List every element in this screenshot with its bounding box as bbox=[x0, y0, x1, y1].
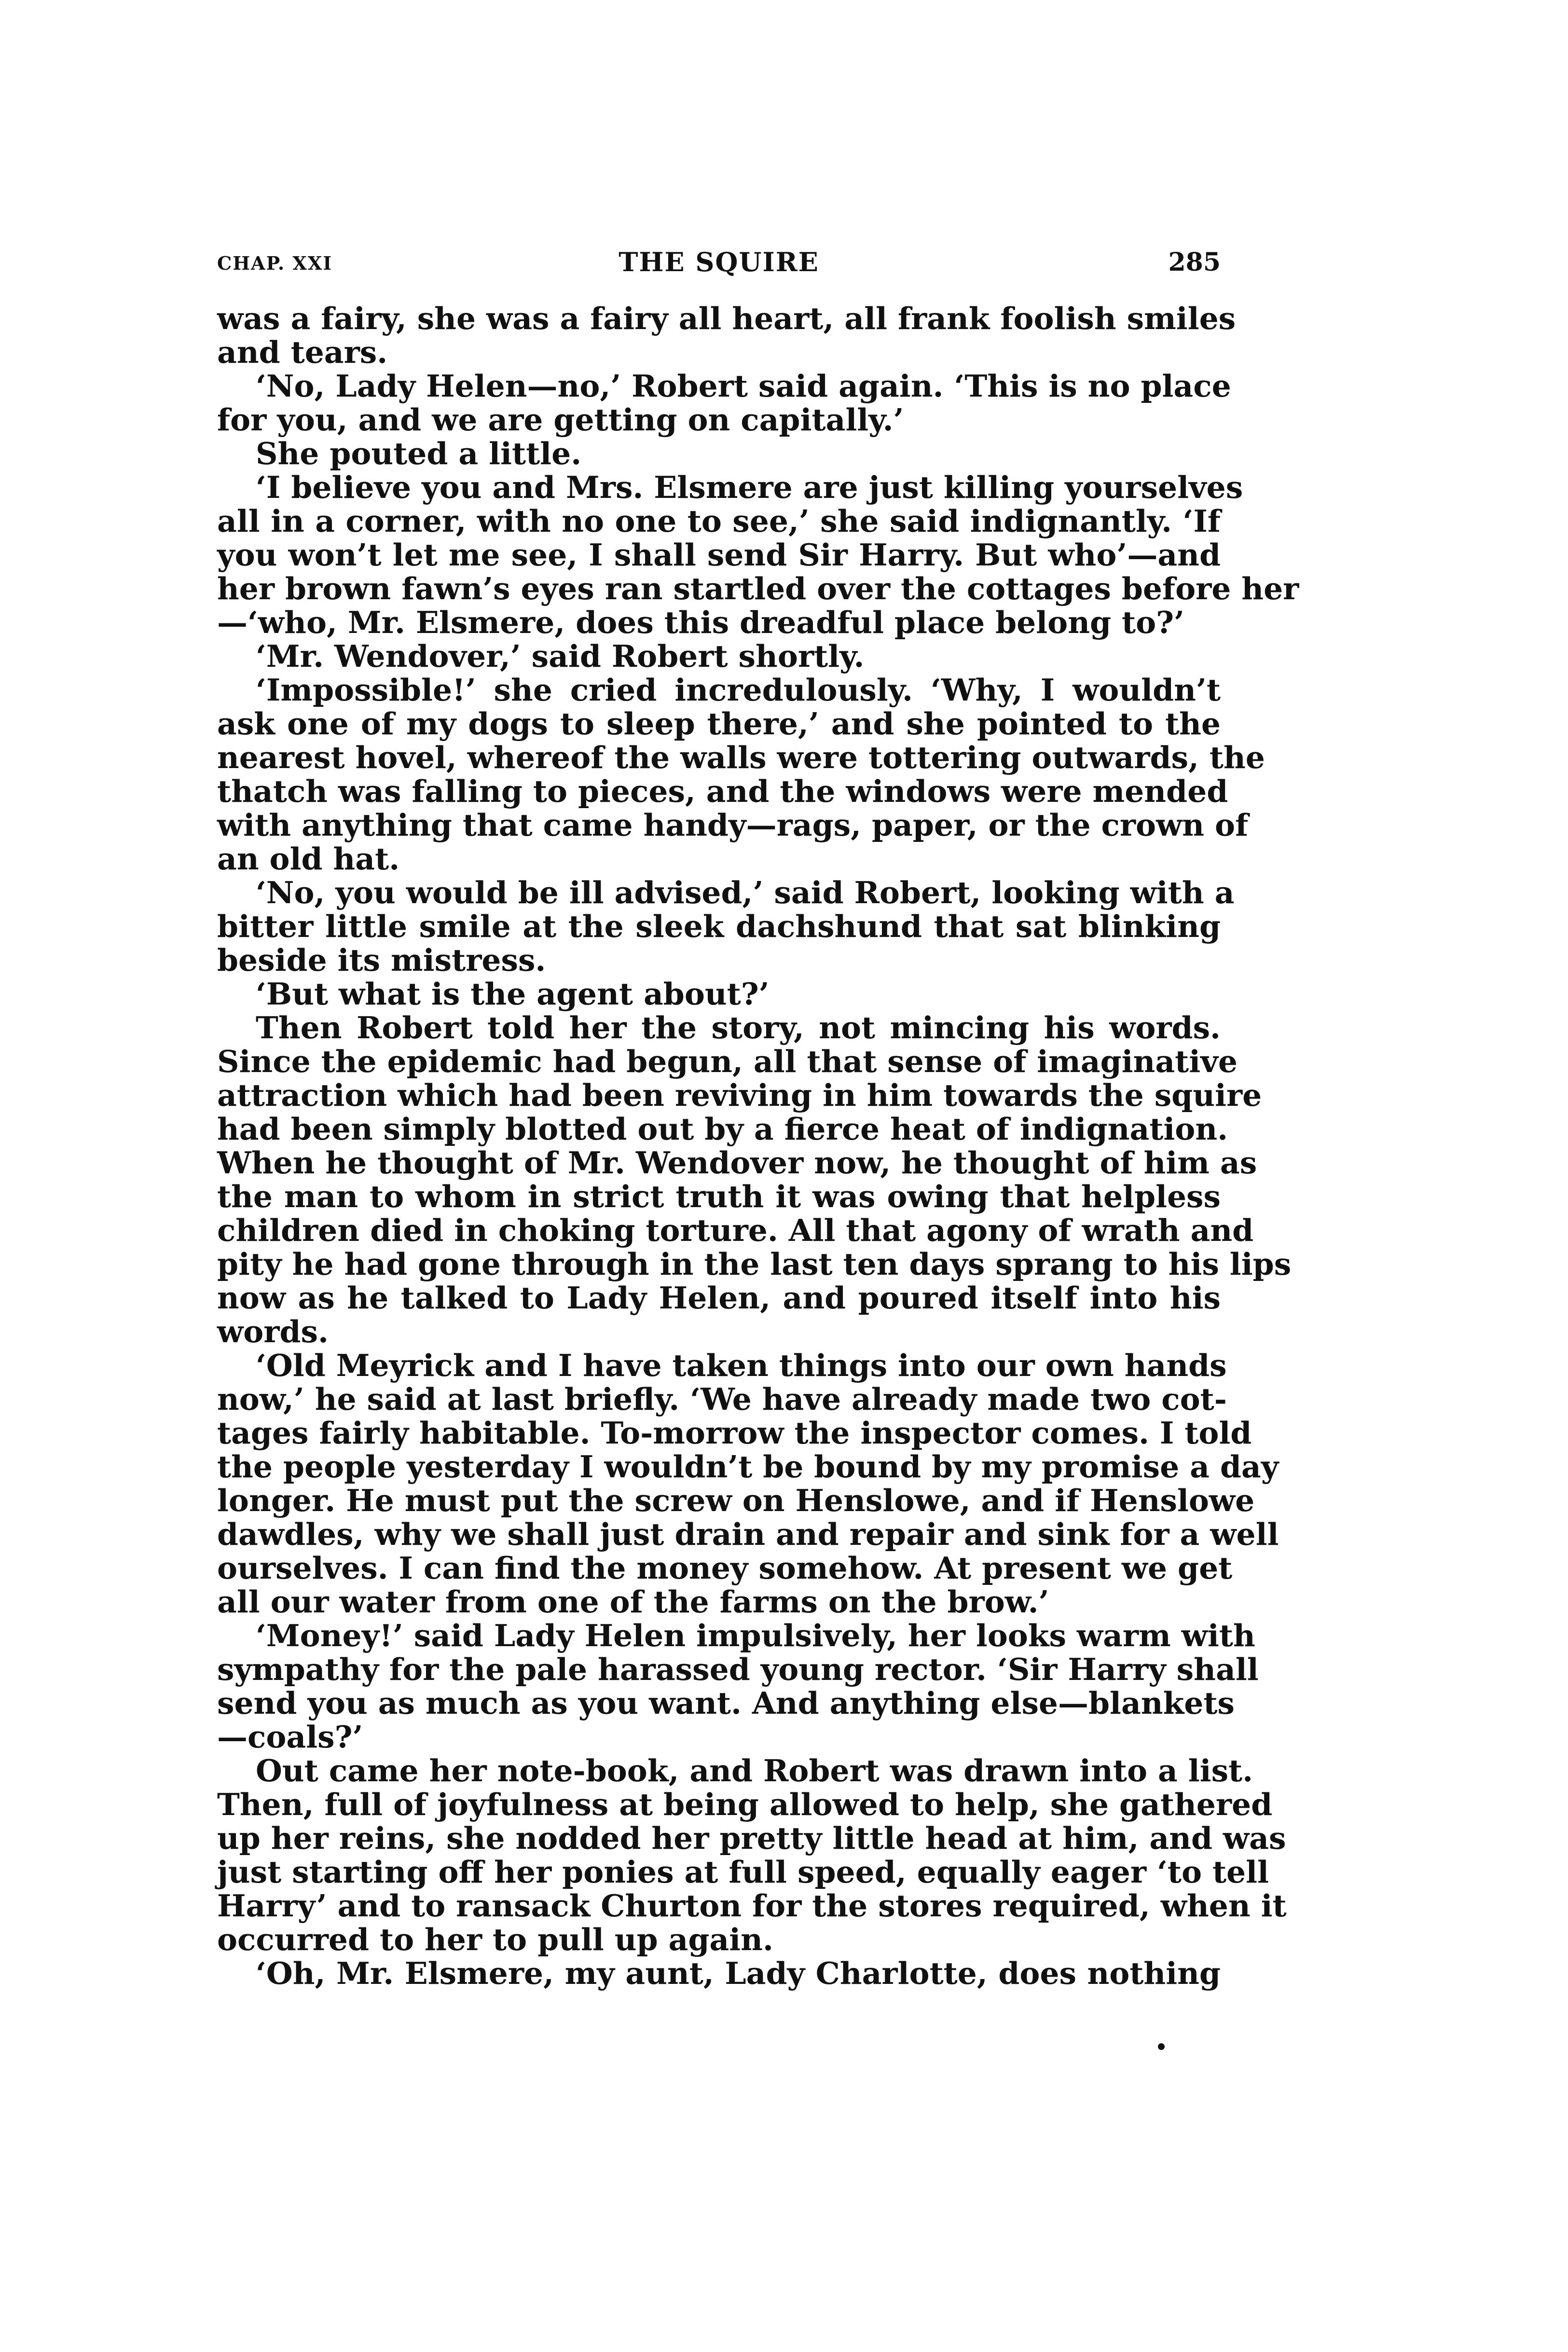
running-header bbox=[217, 244, 1221, 287]
running-title: THE SQUIRE bbox=[619, 247, 819, 277]
text-line: She pouted a little. bbox=[256, 436, 582, 471]
chapter-label: CHAP. XXI bbox=[217, 252, 333, 274]
text-line: you won’t let me see, I shall send Sir Harry. But who’—and bbox=[217, 537, 1221, 573]
text-line: ‘Oh, Mr. Elsmere, my aunt, Lady Charlotte, does nothing bbox=[256, 1955, 1221, 1991]
text-line: occurred to her to pull up again. bbox=[217, 1922, 773, 1957]
text-line: Then, full of joyfulness at being allowed to help, she gathered bbox=[217, 1787, 1273, 1822]
text-line: with anything that came handy—rags, paper, or the crown of bbox=[217, 807, 1249, 843]
text-line: send you as much as you want. And anything else—blankets bbox=[217, 1685, 1235, 1721]
text-line: attraction which had been reviving in him towards the squire bbox=[217, 1077, 1262, 1113]
text-line: ‘But what is the agent about?’ bbox=[256, 976, 770, 1012]
text-line: longer. He must put the screw on Henslowe, and if Henslowe bbox=[217, 1483, 1255, 1518]
text-line: tages fairly habitable. To-morrow the inspector comes. I told bbox=[217, 1415, 1252, 1451]
text-line: —‘who, Mr. Elsmere, does this dreadful place belong to?’ bbox=[217, 605, 1184, 640]
page-number: 285 bbox=[1168, 248, 1221, 277]
body-text bbox=[217, 301, 1299, 1991]
print-mark bbox=[1158, 2043, 1165, 2050]
text-line: Out came her note-book, and Robert was drawn into a list. bbox=[256, 1753, 1253, 1788]
text-line: just starting off her ponies at full speed, equally eager ‘to tell bbox=[217, 1854, 1269, 1890]
text-line: ‘I believe you and Mrs. Elsmere are just killing yourselves bbox=[256, 469, 1243, 505]
text-line: all in a corner, with no one to see,’ she said indignantly. ‘If bbox=[217, 503, 1221, 539]
text-line: nearest hovel, whereof the walls were tottering outwards, the bbox=[217, 740, 1265, 775]
text-line: Harry’ and to ransack Churton for the stores required, when it bbox=[217, 1888, 1287, 1924]
text-line: pity he had gone through in the last ten days sprang to his lips bbox=[217, 1246, 1292, 1282]
text-line: ourselves. I can find the money somehow. At present we get bbox=[217, 1550, 1233, 1586]
text-line: and tears. bbox=[217, 334, 388, 370]
text-line: —coals?’ bbox=[217, 1719, 363, 1755]
text-line: her brown fawn’s eyes ran startled over the cottages before her bbox=[217, 571, 1299, 606]
text-line: now as he talked to Lady Helen, and poured itself into his bbox=[217, 1280, 1221, 1316]
text-line: all our water from one of the farms on the brow.’ bbox=[217, 1584, 1049, 1620]
text-line: children died in choking torture. All that agony of wrath and bbox=[217, 1212, 1254, 1248]
text-line: the man to whom in strict truth it was owing that helpless bbox=[217, 1179, 1221, 1214]
text-line: ask one of my dogs to sleep there,’ and she pointed to the bbox=[217, 706, 1221, 742]
text-line: beside its mistress. bbox=[217, 942, 546, 978]
text-line: dawdles, why we shall just drain and repair and sink for a well bbox=[217, 1516, 1279, 1552]
text-line: had been simply blotted out by a fierce heat of indignation. bbox=[217, 1111, 1228, 1147]
text-line: for you, and we are getting on capitally.’ bbox=[217, 402, 904, 438]
text-line: ‘Old Meyrick and I have taken things into our own hands bbox=[256, 1348, 1227, 1383]
text-line: now,’ he said at last briefly. ‘We have already made two cot- bbox=[217, 1381, 1227, 1417]
text-line: words. bbox=[217, 1314, 329, 1349]
text-line: an old hat. bbox=[217, 841, 400, 877]
text-line: ‘Mr. Wendover,’ said Robert shortly. bbox=[256, 638, 865, 674]
text-line: ‘Impossible!’ she cried incredulously. ‘Why, I wouldn’t bbox=[256, 672, 1221, 708]
text-line: bitter little smile at the sleek dachshund that sat blinking bbox=[217, 908, 1221, 944]
text-line: ‘No, Lady Helen—no,’ Robert said again. ‘This is no place bbox=[256, 368, 1231, 404]
text-line: sympathy for the pale harassed young rector. ‘Sir Harry shall bbox=[217, 1651, 1259, 1687]
text-line: ‘No, you would be ill advised,’ said Robert, looking with a bbox=[256, 875, 1235, 910]
text-line: When he thought of Mr. Wendover now, he thought of him as bbox=[217, 1145, 1257, 1181]
text-line: thatch was falling to pieces, and the windows were mended bbox=[217, 773, 1228, 809]
text-line: Then Robert told her the story, not mincing his words. bbox=[256, 1010, 1221, 1045]
text-line: the people yesterday I wouldn’t be bound by my promise a day bbox=[217, 1449, 1279, 1485]
text-line: ‘Money!’ said Lady Helen impulsively, her looks warm with bbox=[256, 1618, 1255, 1653]
text-line: up her reins, she nodded her pretty little head at him, and was bbox=[217, 1820, 1286, 1856]
text-line: Since the epidemic had begun, all that sense of imaginative bbox=[217, 1044, 1238, 1079]
text-line: was a fairy, she was a fairy all heart, all frank foolish smiles bbox=[217, 301, 1236, 336]
